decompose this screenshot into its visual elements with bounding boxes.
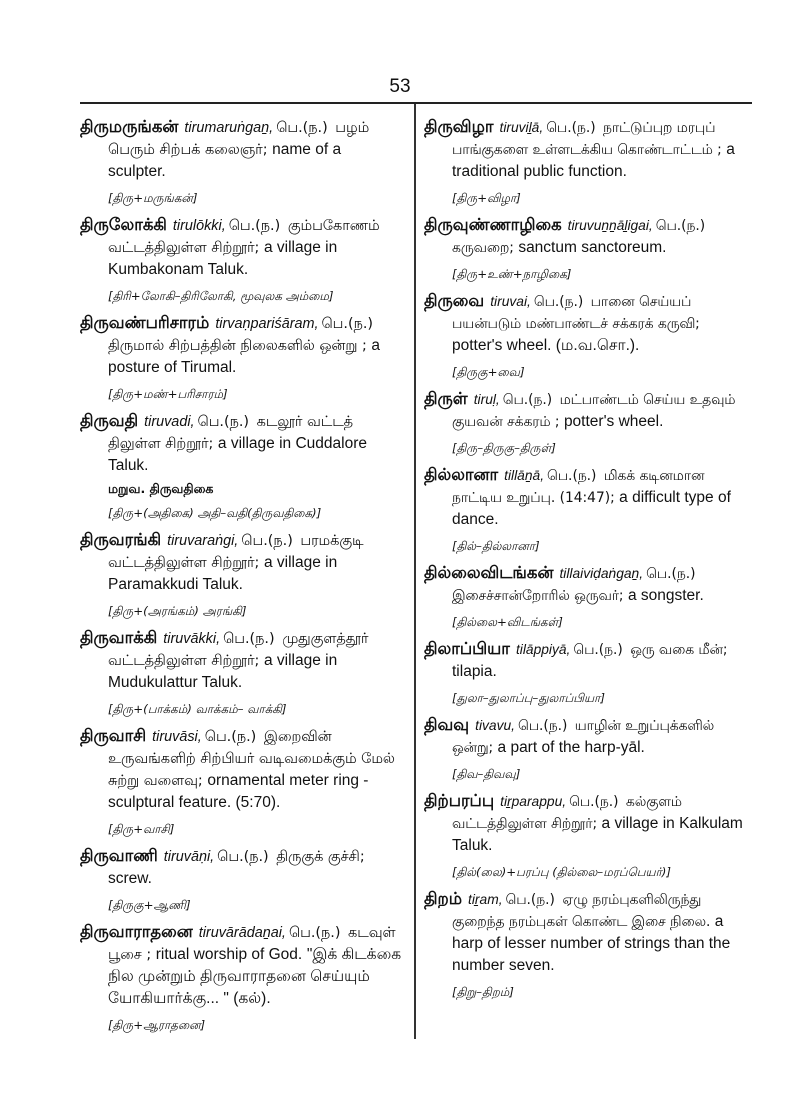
dictionary-entry [80, 116, 402, 207]
dictionary-entry [424, 714, 752, 783]
transliteration: tirvaṇpariśāram, [215, 316, 319, 332]
tamil-gloss: பழம் பெரும் சிற்பக் கலைஞர்; [108, 120, 370, 158]
etymology: [திருகு+வை] [452, 365, 525, 379]
tamil-gloss: ஒரு வகை மீன்; [630, 642, 728, 658]
etymology: [திரு+விழா] [452, 191, 521, 205]
etymology: [திரு+வாசி] [108, 822, 175, 836]
english-gloss: a posture of Tirumal. [108, 337, 380, 376]
column-divider [414, 104, 416, 1039]
entry-body [424, 562, 752, 607]
tamil-gloss: முதுகுளத்தூர் வட்டத்திலுள்ள சிற்றூர்; [108, 631, 369, 669]
etymology: [திரு+உண்+நாழிகை] [452, 267, 572, 281]
tamil-gloss: இசைச்சான்றோரில் ஒருவர்; [452, 588, 624, 604]
entry-body [80, 116, 402, 183]
tamil-gloss: யாழின் உறுப்புக்களில் ஒன்று; [452, 718, 715, 756]
transliteration: tiruvadi, [144, 414, 195, 430]
dictionary-entry [424, 116, 752, 207]
dictionary-entry [424, 388, 752, 457]
transliteration: tiruvaraṅgi, [167, 533, 239, 549]
top-rule [80, 102, 752, 104]
part-of-speech: பெ.(ந.) [228, 218, 281, 234]
etymology: [திருகு+ஆணி] [108, 898, 191, 912]
entry-body [80, 725, 402, 814]
dictionary-entry [80, 214, 402, 305]
headword: திருவாராதனை [80, 922, 193, 941]
transliteration: tiruvuṉṉāḻigai, [567, 218, 653, 233]
entry-body [424, 714, 752, 759]
etymology: [திறு–திறம்] [452, 985, 514, 999]
dictionary-entry [80, 312, 402, 403]
headword: திருவாணி [80, 846, 158, 865]
part-of-speech: பெ.(ந.) [533, 294, 584, 310]
tamil-gloss: மிகக் கடினமான நாட்டிய உறுப்பு. (14:47); [452, 468, 705, 506]
english-gloss: a village in Mudukulattur Taluk. [108, 652, 338, 691]
dictionary-entry [424, 290, 752, 381]
entry-body [80, 312, 402, 379]
transliteration: tiṟparappu, [500, 794, 567, 809]
dictionary-entry [424, 638, 752, 707]
entry-body [80, 214, 402, 281]
part-of-speech: பெ.(ந.) [573, 642, 623, 658]
transliteration: tiruvākki, [163, 631, 221, 647]
transliteration: tiruvāsi, [152, 729, 202, 745]
part-of-speech: பெ.(ந.) [223, 631, 275, 647]
dictionary-entry [424, 214, 752, 283]
entry-body [424, 116, 752, 183]
transliteration: tiruḷ, [473, 392, 500, 407]
entry-body [424, 214, 752, 259]
english-gloss: name of a sculpter. [108, 141, 342, 180]
etymology: [திரு+(அதிகை) அதி–வதி(திருவதிகை)] [108, 506, 322, 520]
etymology: [திரு+மருங்கன்] [108, 191, 198, 205]
tamil-gloss: இறைவின் உருவங்களிற் சிற்பியர் வடிவமைக்கும் மேல் சுற்று வளைவு; [108, 729, 395, 789]
entry-body [80, 627, 402, 694]
entry-body [424, 388, 752, 433]
tamil-gloss: பரமக்குடி வட்டத்திலுள்ள சிற்றூர்; [108, 533, 364, 571]
english-gloss: a songster. [627, 587, 704, 604]
headword: திருவரங்கி [80, 530, 162, 549]
etymology: [தில்(லை)+பரப்பு (தில்லை–மரப்பெயர்)] [452, 865, 672, 879]
part-of-speech: பெ.(ந.) [197, 414, 250, 430]
dictionary-entry [80, 410, 402, 522]
english-gloss: a village in Paramakkudi Taluk. [108, 554, 338, 593]
transliteration: tirulōkki, [172, 218, 226, 234]
part-of-speech: பெ.(ந.) [288, 925, 341, 941]
dictionary-entry [80, 845, 402, 914]
headword: திற்பரப்பு [424, 791, 495, 810]
part-of-speech: பெ.(ந.) [569, 794, 619, 810]
part-of-speech: பெ.(ந.) [276, 120, 328, 136]
dictionary-entry [424, 888, 752, 1001]
part-of-speech: பெ.(ந.) [655, 218, 706, 234]
entry-body [424, 790, 752, 857]
english-gloss: potter's wheel. (ம.வ.சொ.). [452, 337, 640, 354]
english-gloss: tilapia. [452, 663, 497, 680]
transliteration: tillāṉā, [504, 468, 545, 483]
headword: திருவை [424, 291, 485, 310]
page-number: 53 [389, 76, 411, 97]
part-of-speech: பெ.(ந.) [505, 892, 555, 908]
transliteration: tirumaruṅgaṉ, [184, 120, 274, 136]
transliteration: tiruvārādaṉai, [198, 925, 286, 941]
part-of-speech: பெ.(ந.) [217, 849, 269, 865]
citation-quote: "இக் கிடக்கை நில முன்றும் திருவாராதனை செய்யும் யோகியார்க்கு... " (கல்). [108, 946, 402, 1007]
left-column [80, 116, 402, 1041]
right-column [424, 116, 752, 1008]
headword: தில்லானா [424, 465, 499, 484]
dictionary-entry [80, 529, 402, 620]
etymology: [திரு+(பாக்கம்) வாக்கம்– வாக்கி] [108, 702, 287, 716]
headword: திவவு [424, 715, 470, 734]
entry-body [80, 845, 402, 890]
etymology: [திவ–திவவு] [452, 767, 521, 781]
transliteration: tiṟam, [468, 892, 503, 907]
headword: திருவிழா [424, 117, 494, 136]
dictionary-entry [80, 725, 402, 838]
tamil-gloss: கல்குளம் வட்டத்திலுள்ள சிற்றூர்; [452, 794, 682, 832]
headword: திருலோக்கி [80, 215, 167, 234]
english-gloss: a village in Kalkulam Taluk. [452, 815, 743, 854]
english-gloss: a traditional public function. [452, 141, 735, 180]
entry-body [424, 290, 752, 357]
part-of-speech: பெ.(ந.) [502, 392, 553, 408]
transliteration: tilāppiyā, [515, 642, 571, 657]
entry-body [424, 464, 752, 531]
headword: திறம் [424, 889, 463, 908]
entry-body [80, 529, 402, 596]
tamil-gloss: கடலூர் வட்டத் திலுள்ள சிற்றூர்; [108, 414, 354, 452]
headword: திருமருங்கன் [80, 117, 179, 136]
headword: திருவண்பரிசாரம் [80, 313, 210, 332]
dictionary-entry [80, 921, 402, 1034]
dictionary-entry [424, 790, 752, 881]
entry-body [424, 888, 752, 977]
transliteration: tiruviḻā, [499, 120, 544, 135]
tamil-gloss: பானை செய்யப் பயன்படும் மண்பாண்டச் சக்கரக் கருவி; [452, 294, 700, 332]
tamil-gloss: கடவுள் பூசை ; [108, 925, 396, 963]
etymology: [திரு+(அரங்கம்) அரங்கி] [108, 604, 247, 618]
tamil-gloss: நாட்டுப்புற மரபுப் பாங்குகளை உள்ளடக்கிய கொண்டாட்டம் ; [452, 120, 722, 158]
english-gloss: a village in Kumbakonam Taluk. [108, 239, 338, 278]
english-gloss: sanctum sanctoreum. [518, 239, 667, 256]
transliteration: tillaiviḍaṅgaṉ, [559, 566, 644, 581]
variant-note: மறுவ. திருவதிகை [108, 481, 214, 496]
headword: திலாப்பியா [424, 639, 510, 658]
etymology: [துலா–துலாப்பு–துலாப்பியா] [452, 691, 605, 705]
part-of-speech: பெ.(ந.) [241, 533, 293, 549]
english-gloss: a harp of lesser number of strings than the number seven. [452, 913, 731, 974]
etymology: [தில்–தில்லானா] [452, 539, 540, 553]
english-gloss: ornamental meter ring - sculptural feature. (5:70). [108, 772, 369, 811]
tamil-gloss: கருவறை; [452, 240, 514, 256]
etymology: [திரு+மண்+பரிசாரம்] [108, 387, 228, 401]
part-of-speech: பெ.(ந.) [546, 120, 596, 136]
tamil-gloss: மட்பாண்டம் செய்ய உதவும் குயவன் சக்கரம் ; [452, 392, 736, 430]
headword: தில்லைவிடங்கன் [424, 563, 554, 582]
etymology: [திரு+ஆராதனை] [108, 1018, 206, 1032]
english-gloss: potter's wheel. [563, 413, 664, 430]
tamil-gloss: திருகுக் குச்சி; [276, 849, 365, 865]
headword: திருவதி [80, 411, 139, 430]
tamil-gloss: ஏழு நரம்புகளிலிருந்து குறைந்த நரம்புகள் கொண்ட இசை நிலை. [452, 892, 711, 930]
entry-body [424, 638, 752, 683]
transliteration: tivavu, [475, 718, 515, 733]
tamil-gloss: திருமால் சிற்பத்தின் நிலைகளில் ஒன்று ; [108, 338, 367, 354]
english-gloss: a part of the harp-yāl. [497, 739, 645, 756]
transliteration: tiruvāṇi, [163, 849, 215, 865]
headword: திருவாக்கி [80, 628, 158, 647]
headword: திருவுண்ணாழிகை [424, 215, 562, 234]
headword: திருவாசி [80, 726, 147, 745]
tamil-gloss: கும்பகோணம் வட்டத்திலுள்ள சிற்றூர்; [108, 218, 380, 256]
headword: திருள் [424, 389, 468, 408]
transliteration: tiruvai, [490, 294, 531, 309]
etymology: [திரி+லோகி–திரிலோகி, மூவுலக அம்மை] [108, 289, 334, 303]
english-gloss: a difficult type of dance. [452, 489, 731, 528]
entry-body [80, 410, 402, 477]
english-gloss: a village in Cuddalore Taluk. [108, 435, 367, 474]
etymology: [தில்லை+விடங்கள்] [452, 615, 563, 629]
dictionary-entry [80, 627, 402, 718]
dictionary-entry [424, 562, 752, 631]
part-of-speech: பெ.(ந.) [547, 468, 597, 484]
english-gloss: ritual worship of God. [155, 946, 303, 963]
etymology: [திரு–திருகு–திருள்] [452, 441, 556, 455]
part-of-speech: பெ.(ந.) [517, 718, 568, 734]
entry-body [80, 921, 402, 1010]
part-of-speech: பெ.(ந.) [321, 316, 374, 332]
part-of-speech: பெ.(ந.) [204, 729, 257, 745]
part-of-speech: பெ.(ந.) [646, 566, 696, 582]
dictionary-entry [424, 464, 752, 555]
english-gloss: screw. [108, 870, 152, 887]
